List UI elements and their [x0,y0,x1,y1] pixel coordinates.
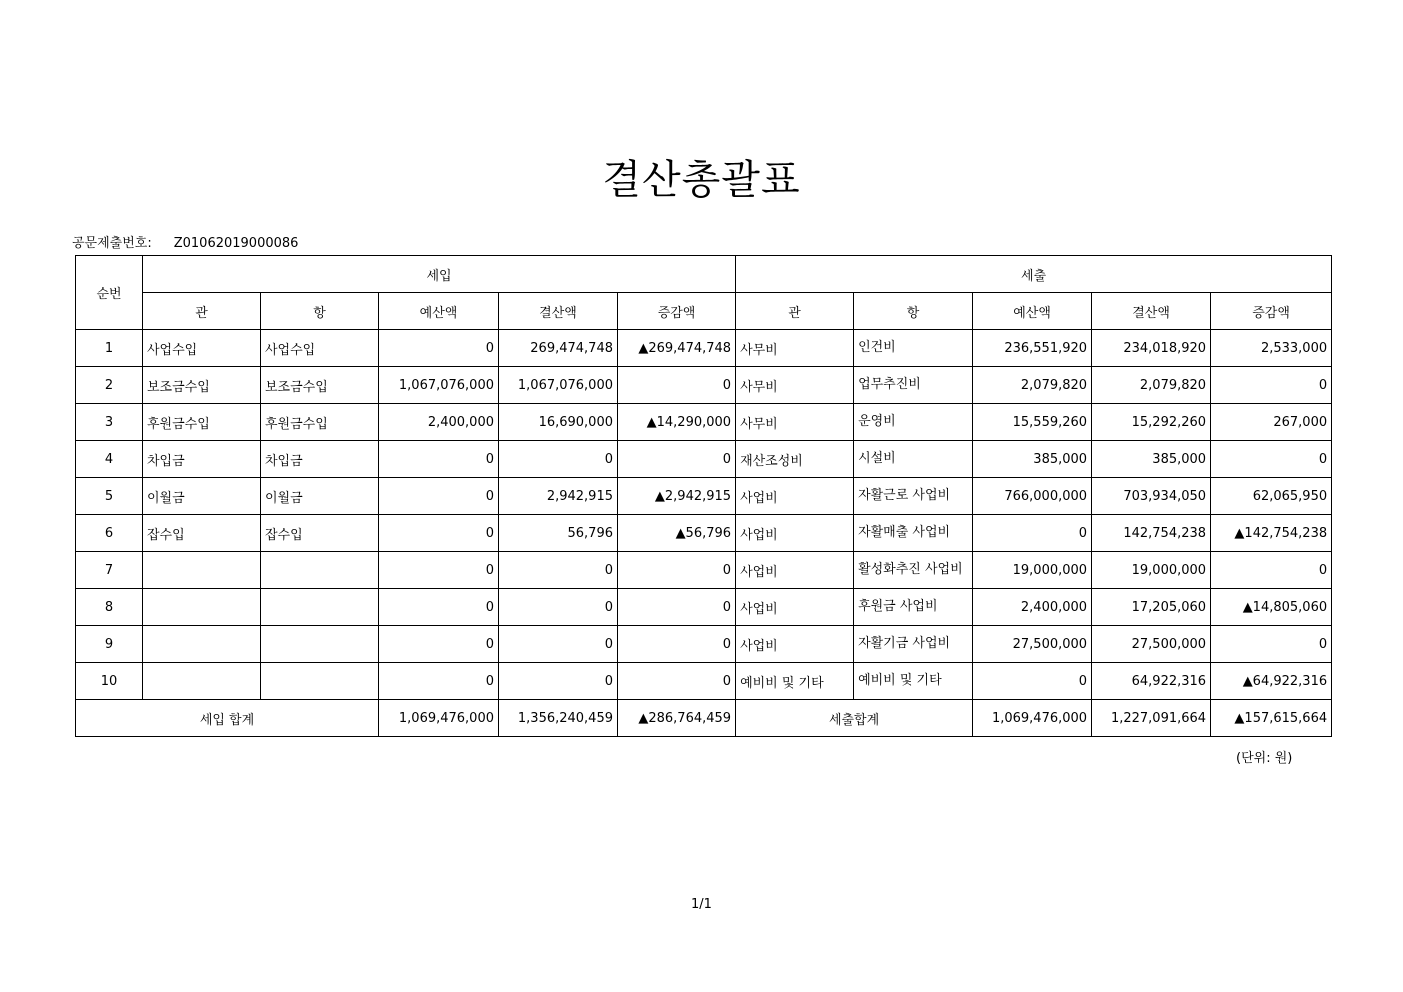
expense-budget: 19,000,000 [973,552,1092,589]
header-income: 세입 [143,256,736,293]
doc-number-line [72,232,298,251]
expense-settled: 19,000,000 [1092,552,1211,589]
expense-settled: 703,934,050 [1092,478,1211,515]
income-gwan: 후원금수입 [143,404,261,441]
expense-diff: ▲142,754,238 [1211,515,1332,552]
income-budget: 0 [379,478,499,515]
income-diff: 0 [618,663,736,700]
expense-gwan: 사무비 [736,330,854,367]
page-title: 결산총괄표 [602,157,801,203]
header-income-hang: 항 [261,293,379,330]
expense-diff: ▲14,805,060 [1211,589,1332,626]
header-row-1 [76,256,1332,293]
unit-note: (단위: 원) [1236,751,1293,766]
income-diff: 0 [618,441,736,478]
income-settled: 0 [499,441,618,478]
expense-settled: 385,000 [1092,441,1211,478]
income-budget: 0 [379,626,499,663]
expense-settled: 2,079,820 [1092,367,1211,404]
table-row [76,367,1332,404]
expense-hang: 예비비 및 기타 [854,663,973,700]
income-gwan [143,663,261,700]
income-diff: ▲56,796 [618,515,736,552]
expense-diff: 2,533,000 [1211,330,1332,367]
income-hang: 이월금 [261,478,379,515]
header-income-budget: 예산액 [379,293,499,330]
header-expense-gwan: 관 [736,293,854,330]
expense-gwan: 사업비 [736,552,854,589]
expense-gwan: 사업비 [736,478,854,515]
expense-total-settled: 1,227,091,664 [1092,700,1211,737]
total-row [76,700,1332,737]
income-gwan: 이월금 [143,478,261,515]
expense-diff: 0 [1211,367,1332,404]
income-gwan: 사업수입 [143,330,261,367]
income-settled: 56,796 [499,515,618,552]
table-row [76,478,1332,515]
expense-hang: 활성화추진 사업비 [854,552,973,589]
expense-gwan: 사업비 [736,589,854,626]
header-seq: 순번 [76,256,143,330]
income-settled: 2,942,915 [499,478,618,515]
expense-settled: 27,500,000 [1092,626,1211,663]
header-expense-budget: 예산액 [973,293,1092,330]
income-settled: 0 [499,552,618,589]
row-number: 9 [76,626,143,663]
table-row [76,552,1332,589]
header-expense-settled: 결산액 [1092,293,1211,330]
table-row [76,626,1332,663]
income-hang: 후원금수입 [261,404,379,441]
row-number: 7 [76,552,143,589]
expense-gwan: 재산조성비 [736,441,854,478]
income-budget: 0 [379,552,499,589]
header-income-settled: 결산액 [499,293,618,330]
income-diff: 0 [618,589,736,626]
income-hang: 사업수입 [261,330,379,367]
row-number: 10 [76,663,143,700]
expense-total-budget: 1,069,476,000 [973,700,1092,737]
expense-budget: 766,000,000 [973,478,1092,515]
income-budget: 0 [379,515,499,552]
income-diff: ▲269,474,748 [618,330,736,367]
expense-budget: 236,551,920 [973,330,1092,367]
expense-settled: 17,205,060 [1092,589,1211,626]
expense-gwan: 사업비 [736,515,854,552]
expense-budget: 2,079,820 [973,367,1092,404]
expense-total-diff: ▲157,615,664 [1211,700,1332,737]
income-gwan: 차입금 [143,441,261,478]
income-total-label: 세입 합계 [76,700,379,737]
table-row [76,441,1332,478]
expense-gwan: 사무비 [736,367,854,404]
header-expense: 세출 [736,256,1332,293]
header-income-diff: 증감액 [618,293,736,330]
income-diff: ▲14,290,000 [618,404,736,441]
income-diff: ▲2,942,915 [618,478,736,515]
expense-hang: 시설비 [854,441,973,478]
expense-hang: 업무추진비 [854,367,973,404]
income-budget: 0 [379,330,499,367]
income-settled: 0 [499,589,618,626]
income-budget: 1,067,076,000 [379,367,499,404]
income-hang [261,552,379,589]
income-total-budget: 1,069,476,000 [379,700,499,737]
income-hang [261,663,379,700]
expense-hang: 자활기금 사업비 [854,626,973,663]
row-number: 3 [76,404,143,441]
table-row [76,515,1332,552]
expense-budget: 15,559,260 [973,404,1092,441]
expense-gwan: 사업비 [736,626,854,663]
income-diff: 0 [618,552,736,589]
table-row [76,330,1332,367]
income-settled: 0 [499,663,618,700]
income-settled: 269,474,748 [499,330,618,367]
income-total-diff: ▲286,764,459 [618,700,736,737]
income-hang: 보조금수입 [261,367,379,404]
expense-diff: 0 [1211,441,1332,478]
expense-settled: 64,922,316 [1092,663,1211,700]
row-number: 4 [76,441,143,478]
income-gwan [143,626,261,663]
expense-hang: 후원금 사업비 [854,589,973,626]
income-hang [261,589,379,626]
expense-diff: ▲64,922,316 [1211,663,1332,700]
income-diff: 0 [618,367,736,404]
income-hang [261,626,379,663]
expense-budget: 385,000 [973,441,1092,478]
doc-number-label: 공문제출번호: [72,236,152,251]
expense-hang: 운영비 [854,404,973,441]
expense-diff: 0 [1211,626,1332,663]
row-number: 8 [76,589,143,626]
income-budget: 0 [379,441,499,478]
income-budget: 0 [379,589,499,626]
page-number: 1/1 [691,897,712,912]
table-row [76,663,1332,700]
expense-total-label: 세출합계 [736,700,973,737]
expense-hang: 자활매출 사업비 [854,515,973,552]
row-number: 2 [76,367,143,404]
income-gwan [143,552,261,589]
header-expense-hang: 항 [854,293,973,330]
expense-hang: 자활근로 사업비 [854,478,973,515]
income-total-settled: 1,356,240,459 [499,700,618,737]
expense-settled: 142,754,238 [1092,515,1211,552]
income-hang: 잡수입 [261,515,379,552]
expense-diff: 0 [1211,552,1332,589]
settlement-table [75,255,1332,737]
income-gwan: 잡수입 [143,515,261,552]
income-budget: 0 [379,663,499,700]
expense-budget: 0 [973,515,1092,552]
income-budget: 2,400,000 [379,404,499,441]
expense-diff: 267,000 [1211,404,1332,441]
expense-settled: 234,018,920 [1092,330,1211,367]
header-expense-diff: 증감액 [1211,293,1332,330]
expense-budget: 0 [973,663,1092,700]
row-number: 5 [76,478,143,515]
income-settled: 16,690,000 [499,404,618,441]
row-number: 1 [76,330,143,367]
expense-gwan: 예비비 및 기타 [736,663,854,700]
expense-gwan: 사무비 [736,404,854,441]
expense-hang: 인건비 [854,330,973,367]
expense-budget: 2,400,000 [973,589,1092,626]
header-row-2 [76,293,1332,330]
expense-budget: 27,500,000 [973,626,1092,663]
income-settled: 0 [499,626,618,663]
income-gwan: 보조금수입 [143,367,261,404]
expense-diff: 62,065,950 [1211,478,1332,515]
table-row [76,589,1332,626]
row-number: 6 [76,515,143,552]
income-settled: 1,067,076,000 [499,367,618,404]
table-row [76,404,1332,441]
income-gwan [143,589,261,626]
expense-settled: 15,292,260 [1092,404,1211,441]
income-diff: 0 [618,626,736,663]
income-hang: 차입금 [261,441,379,478]
doc-number: Z01062019000086 [173,236,299,251]
header-income-gwan: 관 [143,293,261,330]
